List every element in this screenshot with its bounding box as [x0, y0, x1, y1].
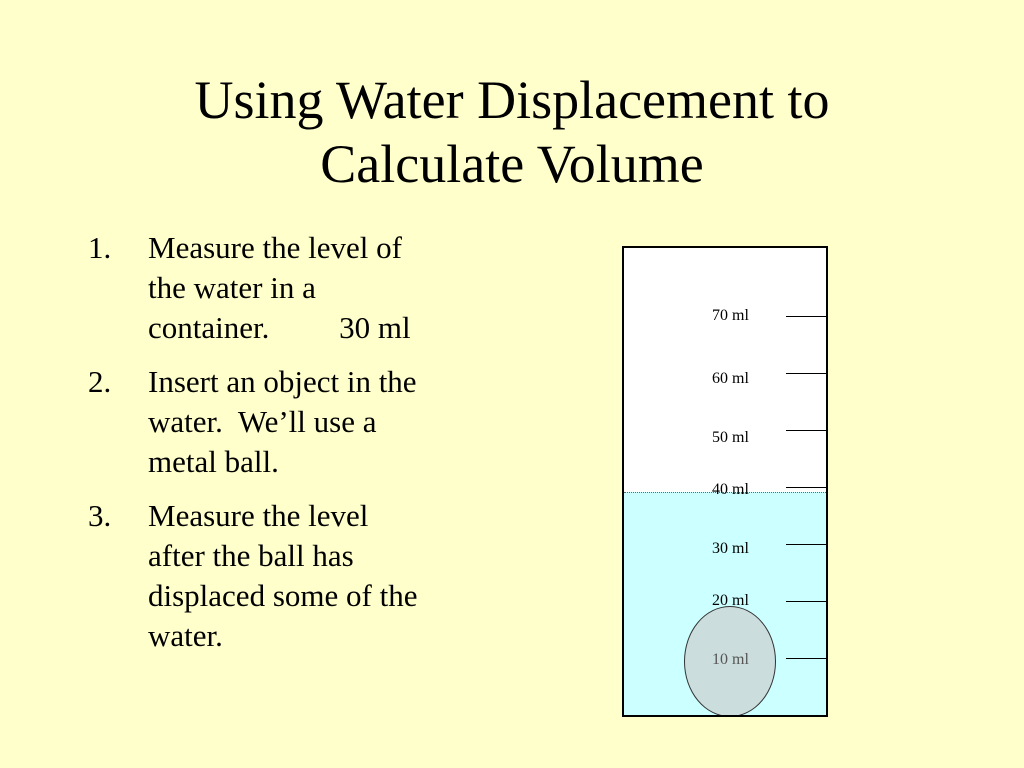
step-text-line: container. 30 ml: [148, 310, 411, 345]
step-text-line: water.: [148, 618, 223, 653]
mark-label-70: 70 ml: [712, 307, 749, 324]
mark-label-10: 10 ml: [712, 651, 749, 668]
mark-tick-10: [786, 658, 828, 659]
mark-tick-40: [786, 487, 828, 488]
mark-label-60: 60 ml: [712, 370, 749, 387]
step-number: 1.: [88, 230, 112, 265]
step-text-line: the water in a: [148, 270, 316, 305]
title-line-2: Calculate Volume: [320, 134, 704, 194]
slide-title: [0, 68, 1024, 196]
title-line-1: Using Water Displacement to: [194, 70, 830, 130]
step-text-line: Measure the level of: [148, 230, 402, 265]
mark-tick-70: [786, 316, 828, 317]
mark-tick-60: [786, 373, 828, 374]
mark-tick-30: [786, 544, 828, 545]
step-text-line: water. We’ll use a: [148, 404, 377, 439]
step-3: [88, 496, 508, 656]
step-text-line: after the ball has: [148, 538, 354, 573]
step-text-line: metal ball.: [148, 444, 279, 479]
step-text-line: Insert an object in the: [148, 364, 417, 399]
step-number: 2.: [88, 364, 112, 399]
step-1: [88, 228, 508, 348]
step-text-line: Measure the level: [148, 498, 369, 533]
step-2: [88, 362, 508, 482]
mark-label-50: 50 ml: [712, 429, 749, 446]
mark-label-30: 30 ml: [712, 540, 749, 557]
mark-label-20: 20 ml: [712, 592, 749, 609]
mark-label-40: 40 ml: [712, 481, 749, 498]
step-number: 3.: [88, 498, 112, 533]
steps-list: [88, 228, 508, 670]
step-text-line: displaced some of the: [148, 578, 418, 613]
graduated-cylinder: [622, 246, 828, 717]
mark-tick-20: [786, 601, 828, 602]
mark-tick-50: [786, 430, 828, 431]
